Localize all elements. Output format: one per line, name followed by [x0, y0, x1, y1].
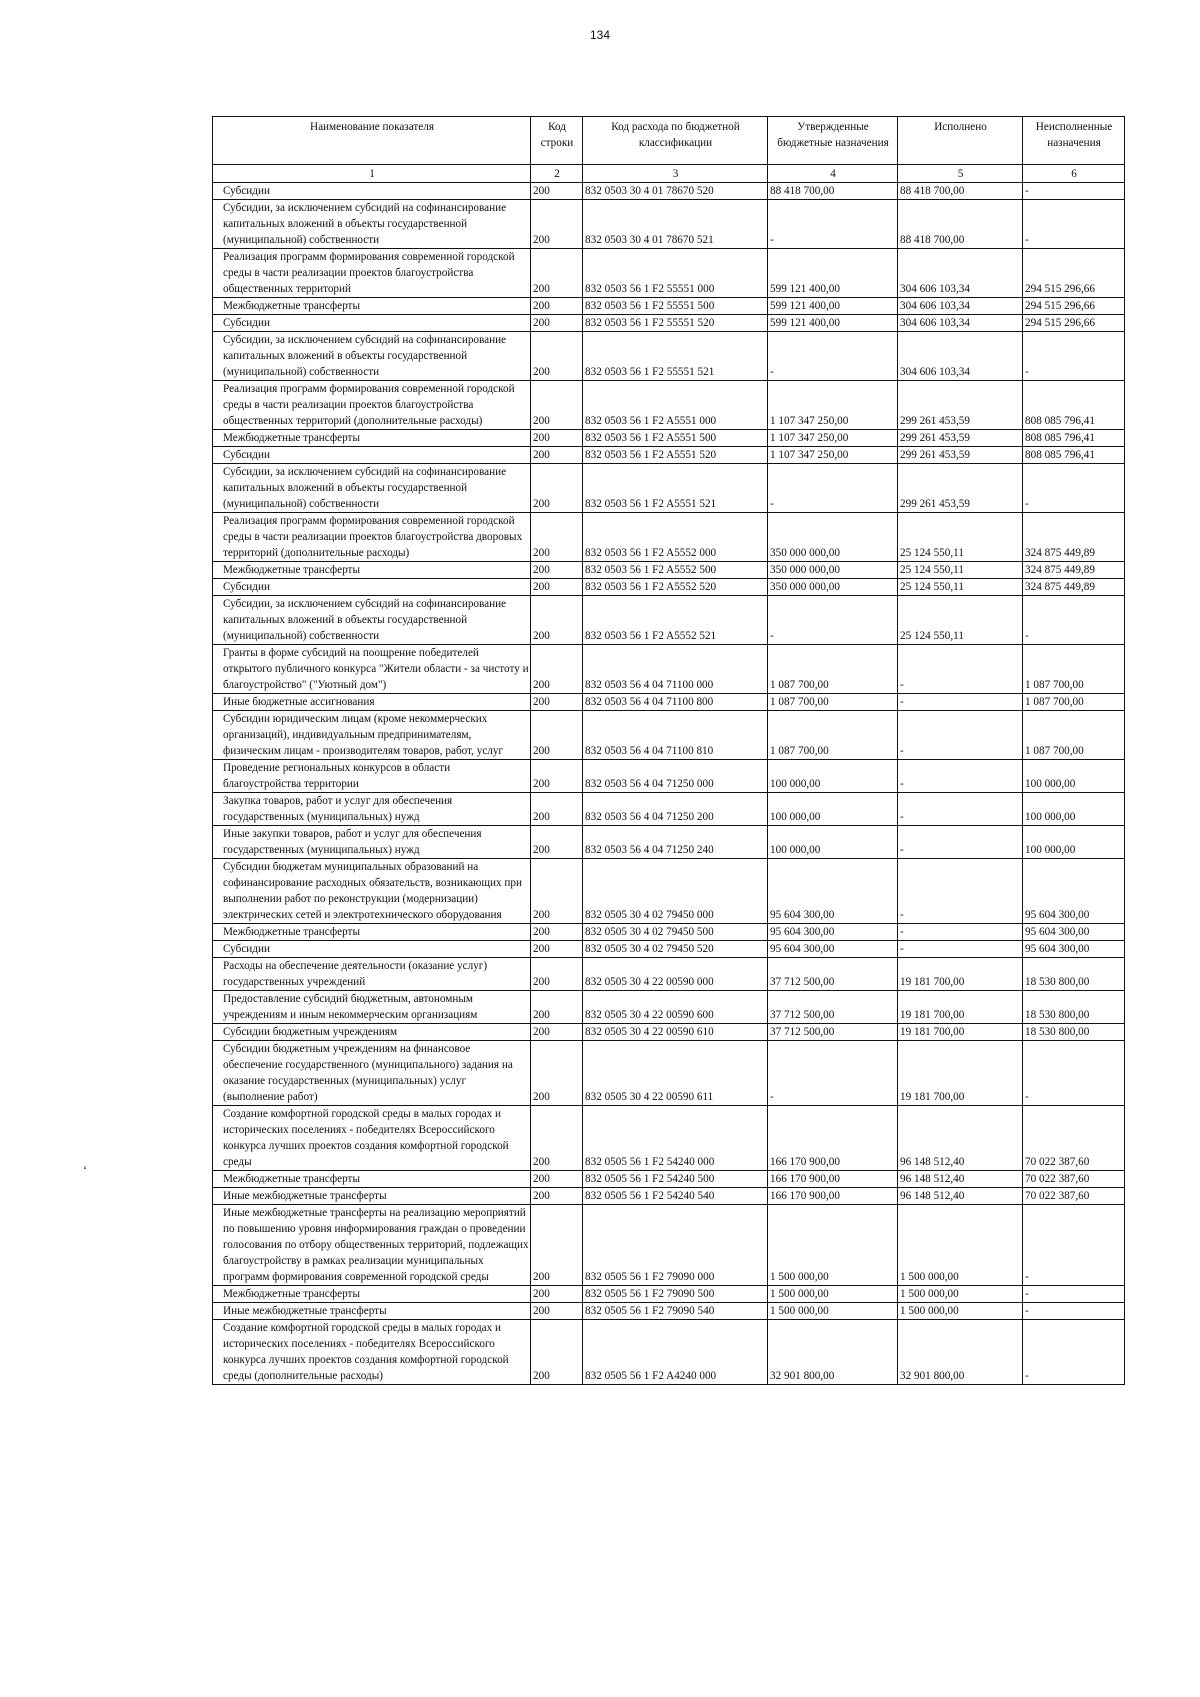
row-approved-amount: 1 087 700,00 [768, 645, 898, 694]
row-executed-amount: 304 606 103,34 [898, 315, 1023, 332]
row-executed-amount: - [898, 941, 1023, 958]
row-indicator-name: Закупка товаров, работ и услуг для обеспечения государственных (муниципальных) нужд [213, 793, 531, 826]
row-approved-amount: 166 170 900,00 [768, 1188, 898, 1205]
row-indicator-name: Субсидии, за исключением субсидий на софинансирование капитальных вложений в объекты государственной (муниципальной) собственности [213, 200, 531, 249]
row-line-code: 200 [531, 645, 583, 694]
row-indicator-name: Иные закупки товаров, работ и услуг для обеспечения государственных (муниципальных) нужд [213, 826, 531, 859]
row-remaining-amount: 294 515 296,66 [1023, 298, 1125, 315]
row-indicator-name: Предоставление субсидий бюджетным, автономным учреждениям и иным некоммерческим организациям [213, 991, 531, 1024]
row-line-code: 200 [531, 826, 583, 859]
row-remaining-amount: 18 530 800,00 [1023, 958, 1125, 991]
table-row [213, 694, 1125, 711]
row-budget-code: 832 0503 56 4 04 71100 810 [583, 711, 768, 760]
row-indicator-name: Субсидии, за исключением субсидий на софинансирование капитальных вложений в объекты государственной (муниципальной) собственности [213, 596, 531, 645]
row-remaining-amount: 100 000,00 [1023, 826, 1125, 859]
row-executed-amount: - [898, 760, 1023, 793]
row-indicator-name: Межбюджетные трансферты [213, 562, 531, 579]
row-line-code: 200 [531, 430, 583, 447]
row-executed-amount: 1 500 000,00 [898, 1303, 1023, 1320]
row-budget-code: 832 0503 56 4 04 71100 800 [583, 694, 768, 711]
row-approved-amount: 1 500 000,00 [768, 1286, 898, 1303]
row-indicator-name: Межбюджетные трансферты [213, 298, 531, 315]
table-row [213, 447, 1125, 464]
row-line-code: 200 [531, 1286, 583, 1303]
row-approved-amount: 37 712 500,00 [768, 991, 898, 1024]
row-line-code: 200 [531, 1205, 583, 1286]
table-row [213, 1303, 1125, 1320]
row-executed-amount: - [898, 859, 1023, 924]
table-row [213, 1320, 1125, 1385]
column-number: 1 [213, 165, 531, 183]
table-row [213, 958, 1125, 991]
table-row [213, 1286, 1125, 1303]
row-remaining-amount: 1 087 700,00 [1023, 694, 1125, 711]
row-line-code: 200 [531, 562, 583, 579]
row-remaining-amount: 294 515 296,66 [1023, 315, 1125, 332]
column-number: 4 [768, 165, 898, 183]
row-approved-amount: 599 121 400,00 [768, 315, 898, 332]
row-budget-code: 832 0503 56 1 F2 A5551 521 [583, 464, 768, 513]
row-remaining-amount: - [1023, 1205, 1125, 1286]
row-indicator-name: Межбюджетные трансферты [213, 430, 531, 447]
row-budget-code: 832 0505 56 1 F2 54240 000 [583, 1106, 768, 1171]
row-remaining-amount: - [1023, 200, 1125, 249]
row-approved-amount: 166 170 900,00 [768, 1106, 898, 1171]
row-executed-amount: 299 261 453,59 [898, 430, 1023, 447]
row-budget-code: 832 0505 30 4 02 79450 520 [583, 941, 768, 958]
row-approved-amount: 100 000,00 [768, 793, 898, 826]
row-remaining-amount: - [1023, 183, 1125, 200]
row-indicator-name: Межбюджетные трансферты [213, 1171, 531, 1188]
row-indicator-name: Создание комфортной городской среды в малых городах и исторических поселениях - победителях Всероссийского конкурса лучших проектов создания комфортной городской среды [213, 1106, 531, 1171]
row-line-code: 200 [531, 941, 583, 958]
row-indicator-name: Межбюджетные трансферты [213, 1286, 531, 1303]
table-row [213, 249, 1125, 298]
row-indicator-name: Субсидии, за исключением субсидий на софинансирование капитальных вложений в объекты государственной (муниципальной) собственности [213, 464, 531, 513]
row-approved-amount: 1 087 700,00 [768, 711, 898, 760]
budget-report-table [212, 116, 1125, 1385]
row-budget-code: 832 0505 30 4 02 79450 500 [583, 924, 768, 941]
row-indicator-name: Реализация программ формирования современной городской среды в части реализации проектов благоустройства общественных территорий (дополнительные расходы) [213, 381, 531, 430]
row-budget-code: 832 0503 56 1 F2 A5552 521 [583, 596, 768, 645]
table-row [213, 200, 1125, 249]
table-row [213, 826, 1125, 859]
row-approved-amount: 100 000,00 [768, 826, 898, 859]
row-line-code: 200 [531, 760, 583, 793]
report-body [213, 183, 1125, 1385]
table-row [213, 430, 1125, 447]
row-indicator-name: Субсидии, за исключением субсидий на софинансирование капитальных вложений в объекты государственной (муниципальной) собственности [213, 332, 531, 381]
row-budget-code: 832 0505 30 4 22 00590 611 [583, 1041, 768, 1106]
row-approved-amount: 166 170 900,00 [768, 1171, 898, 1188]
row-executed-amount: 88 418 700,00 [898, 183, 1023, 200]
table-row [213, 1106, 1125, 1171]
row-executed-amount: 1 500 000,00 [898, 1286, 1023, 1303]
row-line-code: 200 [531, 711, 583, 760]
row-remaining-amount: 324 875 449,89 [1023, 562, 1125, 579]
header-indicator-name: Наименование показателя [213, 117, 531, 165]
row-executed-amount: 19 181 700,00 [898, 991, 1023, 1024]
row-approved-amount: 350 000 000,00 [768, 579, 898, 596]
row-budget-code: 832 0503 56 1 F2 55551 520 [583, 315, 768, 332]
row-indicator-name: Реализация программ формирования современной городской среды в части реализации проектов благоустройства общественных территорий [213, 249, 531, 298]
row-approved-amount: 1 500 000,00 [768, 1205, 898, 1286]
row-executed-amount: 299 261 453,59 [898, 464, 1023, 513]
row-executed-amount: 25 124 550,11 [898, 596, 1023, 645]
row-line-code: 200 [531, 381, 583, 430]
table-row [213, 562, 1125, 579]
row-approved-amount: 1 107 347 250,00 [768, 447, 898, 464]
row-approved-amount: - [768, 332, 898, 381]
row-approved-amount: - [768, 464, 898, 513]
row-approved-amount: 599 121 400,00 [768, 249, 898, 298]
row-line-code: 200 [531, 298, 583, 315]
row-executed-amount: 299 261 453,59 [898, 381, 1023, 430]
row-line-code: 200 [531, 1303, 583, 1320]
row-line-code: 200 [531, 1041, 583, 1106]
table-row [213, 183, 1125, 200]
row-indicator-name: Субсидии [213, 447, 531, 464]
row-executed-amount: 32 901 800,00 [898, 1320, 1023, 1385]
row-indicator-name: Реализация программ формирования современной городской среды в части реализации проектов благоустройства дворовых территорий (дополнительные расходы) [213, 513, 531, 562]
row-executed-amount: - [898, 711, 1023, 760]
table-row [213, 645, 1125, 694]
row-remaining-amount: 100 000,00 [1023, 760, 1125, 793]
header-executed: Исполнено [898, 117, 1023, 165]
table-row [213, 941, 1125, 958]
row-budget-code: 832 0505 56 1 F2 79090 540 [583, 1303, 768, 1320]
row-remaining-amount: 18 530 800,00 [1023, 991, 1125, 1024]
row-line-code: 200 [531, 924, 583, 941]
row-line-code: 200 [531, 1320, 583, 1385]
row-indicator-name: Субсидии юридическим лицам (кроме некоммерческих организаций), индивидуальным предпринимателям, физическим лицам - производителям товаров, работ, услуг [213, 711, 531, 760]
row-approved-amount: 95 604 300,00 [768, 924, 898, 941]
column-number: 5 [898, 165, 1023, 183]
row-budget-code: 832 0503 56 1 F2 A5551 500 [583, 430, 768, 447]
row-remaining-amount: - [1023, 1286, 1125, 1303]
row-line-code: 200 [531, 596, 583, 645]
row-executed-amount: 19 181 700,00 [898, 1041, 1023, 1106]
row-budget-code: 832 0503 56 1 F2 55551 521 [583, 332, 768, 381]
row-line-code: 200 [531, 1188, 583, 1205]
row-remaining-amount: - [1023, 464, 1125, 513]
row-line-code: 200 [531, 200, 583, 249]
table-row [213, 991, 1125, 1024]
row-indicator-name: Субсидии бюджетам муниципальных образований на софинансирование расходных обязательств, возникающих при выполнении работ по реконструкции (модернизации) электрических сетей и электротехнического оборудования [213, 859, 531, 924]
row-line-code: 200 [531, 1171, 583, 1188]
row-line-code: 200 [531, 958, 583, 991]
row-line-code: 200 [531, 249, 583, 298]
row-line-code: 200 [531, 579, 583, 596]
row-indicator-name: Субсидии бюджетным учреждениям на финансовое обеспечение государственного (муниципального) задания на оказание государственных (муниципальных) услуг (выполнение работ) [213, 1041, 531, 1106]
table-row [213, 315, 1125, 332]
header-line-code: Код строки [531, 117, 583, 165]
table-row [213, 1188, 1125, 1205]
row-indicator-name: Межбюджетные трансферты [213, 924, 531, 941]
row-remaining-amount: - [1023, 1041, 1125, 1106]
row-executed-amount: 25 124 550,11 [898, 513, 1023, 562]
row-budget-code: 832 0503 56 1 F2 A5552 000 [583, 513, 768, 562]
page-number: 134 [589, 28, 611, 42]
row-line-code: 200 [531, 859, 583, 924]
table-row [213, 859, 1125, 924]
table-row [213, 579, 1125, 596]
row-indicator-name: Субсидии [213, 579, 531, 596]
row-remaining-amount: 1 087 700,00 [1023, 645, 1125, 694]
row-remaining-amount: 95 604 300,00 [1023, 859, 1125, 924]
row-remaining-amount: - [1023, 332, 1125, 381]
row-remaining-amount: 70 022 387,60 [1023, 1106, 1125, 1171]
row-approved-amount: - [768, 596, 898, 645]
row-remaining-amount: 808 085 796,41 [1023, 430, 1125, 447]
column-number: 2 [531, 165, 583, 183]
row-remaining-amount: 294 515 296,66 [1023, 249, 1125, 298]
row-line-code: 200 [531, 991, 583, 1024]
row-executed-amount: - [898, 793, 1023, 826]
row-remaining-amount: - [1023, 596, 1125, 645]
row-remaining-amount: 70 022 387,60 [1023, 1188, 1125, 1205]
table-row [213, 381, 1125, 430]
row-budget-code: 832 0503 56 1 F2 A5551 520 [583, 447, 768, 464]
row-executed-amount: 304 606 103,34 [898, 332, 1023, 381]
row-approved-amount: 100 000,00 [768, 760, 898, 793]
row-budget-code: 832 0503 56 4 04 71250 000 [583, 760, 768, 793]
row-budget-code: 832 0505 30 4 22 00590 610 [583, 1024, 768, 1041]
row-executed-amount: 304 606 103,34 [898, 249, 1023, 298]
row-line-code: 200 [531, 464, 583, 513]
row-remaining-amount: 1 087 700,00 [1023, 711, 1125, 760]
table-row [213, 760, 1125, 793]
row-approved-amount: 1 107 347 250,00 [768, 381, 898, 430]
row-remaining-amount: 95 604 300,00 [1023, 941, 1125, 958]
table-row [213, 924, 1125, 941]
row-indicator-name: Субсидии бюджетным учреждениям [213, 1024, 531, 1041]
header-budget-code: Код расхода по бюджетной классификации [583, 117, 768, 165]
margin-mark: ‘ [83, 1163, 87, 1177]
row-approved-amount: - [768, 1041, 898, 1106]
table-row [213, 1205, 1125, 1286]
row-indicator-name: Проведение региональных конкурсов в области благоустройства территории [213, 760, 531, 793]
row-budget-code: 832 0503 56 1 F2 A5551 000 [583, 381, 768, 430]
row-remaining-amount: 808 085 796,41 [1023, 447, 1125, 464]
column-number: 3 [583, 165, 768, 183]
table-row [213, 793, 1125, 826]
header-approved: Утвержденные бюджетные назначения [768, 117, 898, 165]
row-approved-amount: 350 000 000,00 [768, 513, 898, 562]
table-row [213, 332, 1125, 381]
table-row [213, 1171, 1125, 1188]
row-approved-amount: 1 500 000,00 [768, 1303, 898, 1320]
row-budget-code: 832 0505 30 4 22 00590 000 [583, 958, 768, 991]
row-executed-amount: - [898, 924, 1023, 941]
row-approved-amount: 95 604 300,00 [768, 859, 898, 924]
row-budget-code: 832 0505 30 4 22 00590 600 [583, 991, 768, 1024]
row-line-code: 200 [531, 1024, 583, 1041]
row-line-code: 200 [531, 183, 583, 200]
row-approved-amount: 37 712 500,00 [768, 1024, 898, 1041]
row-approved-amount: 1 107 347 250,00 [768, 430, 898, 447]
row-remaining-amount: 100 000,00 [1023, 793, 1125, 826]
row-budget-code: 832 0505 56 1 F2 79090 500 [583, 1286, 768, 1303]
row-budget-code: 832 0503 30 4 01 78670 521 [583, 200, 768, 249]
column-number: 6 [1023, 165, 1125, 183]
row-indicator-name: Субсидии [213, 183, 531, 200]
row-budget-code: 832 0503 56 4 04 71250 240 [583, 826, 768, 859]
row-indicator-name: Субсидии [213, 315, 531, 332]
row-remaining-amount: 808 085 796,41 [1023, 381, 1125, 430]
row-executed-amount: 25 124 550,11 [898, 562, 1023, 579]
row-line-code: 200 [531, 793, 583, 826]
table-row [213, 1041, 1125, 1106]
row-line-code: 200 [531, 513, 583, 562]
row-approved-amount: - [768, 200, 898, 249]
row-executed-amount: - [898, 826, 1023, 859]
header-remaining: Неисполненные назначения [1023, 117, 1125, 165]
row-budget-code: 832 0505 30 4 02 79450 000 [583, 859, 768, 924]
row-budget-code: 832 0503 56 4 04 71100 000 [583, 645, 768, 694]
row-indicator-name: Субсидии [213, 941, 531, 958]
row-budget-code: 832 0503 56 1 F2 A5552 520 [583, 579, 768, 596]
row-executed-amount: 96 148 512,40 [898, 1188, 1023, 1205]
row-remaining-amount: 18 530 800,00 [1023, 1024, 1125, 1041]
row-line-code: 200 [531, 694, 583, 711]
row-remaining-amount: 324 875 449,89 [1023, 513, 1125, 562]
row-approved-amount: 32 901 800,00 [768, 1320, 898, 1385]
row-approved-amount: 1 087 700,00 [768, 694, 898, 711]
table-row [213, 464, 1125, 513]
row-approved-amount: 37 712 500,00 [768, 958, 898, 991]
row-budget-code: 832 0503 56 4 04 71250 200 [583, 793, 768, 826]
row-remaining-amount: 324 875 449,89 [1023, 579, 1125, 596]
row-approved-amount: 95 604 300,00 [768, 941, 898, 958]
row-remaining-amount: 70 022 387,60 [1023, 1171, 1125, 1188]
row-indicator-name: Расходы на обеспечение деятельности (оказание услуг) государственных учреждений [213, 958, 531, 991]
row-line-code: 200 [531, 447, 583, 464]
row-indicator-name: Иные бюджетные ассигнования [213, 694, 531, 711]
row-executed-amount: 304 606 103,34 [898, 298, 1023, 315]
row-budget-code: 832 0505 56 1 F2 54240 540 [583, 1188, 768, 1205]
row-indicator-name: Создание комфортной городской среды в малых городах и исторических поселениях - победителях Всероссийского конкурса лучших проектов создания комфортной городской среды (дополнительные расходы) [213, 1320, 531, 1385]
row-budget-code: 832 0503 56 1 F2 A5552 500 [583, 562, 768, 579]
row-approved-amount: 350 000 000,00 [768, 562, 898, 579]
row-remaining-amount: 95 604 300,00 [1023, 924, 1125, 941]
row-executed-amount: 88 418 700,00 [898, 200, 1023, 249]
row-line-code: 200 [531, 332, 583, 381]
row-executed-amount: 25 124 550,11 [898, 579, 1023, 596]
row-line-code: 200 [531, 1106, 583, 1171]
row-indicator-name: Иные межбюджетные трансферты [213, 1188, 531, 1205]
row-budget-code: 832 0503 56 1 F2 55551 500 [583, 298, 768, 315]
row-budget-code: 832 0505 56 1 F2 A4240 000 [583, 1320, 768, 1385]
row-executed-amount: - [898, 694, 1023, 711]
row-indicator-name: Иные межбюджетные трансферты [213, 1303, 531, 1320]
table-row [213, 298, 1125, 315]
row-executed-amount: 96 148 512,40 [898, 1106, 1023, 1171]
row-indicator-name: Гранты в форме субсидий на поощрение победителей открытого публичного конкурса "Жители области - за чистоту и благоустройство" ("Уютный дом") [213, 645, 531, 694]
table-row [213, 711, 1125, 760]
row-indicator-name: Иные межбюджетные трансферты на реализацию мероприятий по повышению уровня информирования граждан о проведении голосования по отбору общественных территорий, подлежащих благоустройству в рамках реализации муниципальных программ формирования современной городской среды [213, 1205, 531, 1286]
row-budget-code: 832 0505 56 1 F2 79090 000 [583, 1205, 768, 1286]
row-budget-code: 832 0505 56 1 F2 54240 500 [583, 1171, 768, 1188]
row-executed-amount: 19 181 700,00 [898, 1024, 1023, 1041]
row-approved-amount: 88 418 700,00 [768, 183, 898, 200]
row-executed-amount: - [898, 645, 1023, 694]
row-budget-code: 832 0503 56 1 F2 55551 000 [583, 249, 768, 298]
table-row [213, 1024, 1125, 1041]
row-executed-amount: 96 148 512,40 [898, 1171, 1023, 1188]
row-budget-code: 832 0503 30 4 01 78670 520 [583, 183, 768, 200]
row-executed-amount: 299 261 453,59 [898, 447, 1023, 464]
table-row [213, 513, 1125, 562]
row-executed-amount: 19 181 700,00 [898, 958, 1023, 991]
row-remaining-amount: - [1023, 1303, 1125, 1320]
row-line-code: 200 [531, 315, 583, 332]
table-row [213, 596, 1125, 645]
row-remaining-amount: - [1023, 1320, 1125, 1385]
row-approved-amount: 599 121 400,00 [768, 298, 898, 315]
row-executed-amount: 1 500 000,00 [898, 1205, 1023, 1286]
